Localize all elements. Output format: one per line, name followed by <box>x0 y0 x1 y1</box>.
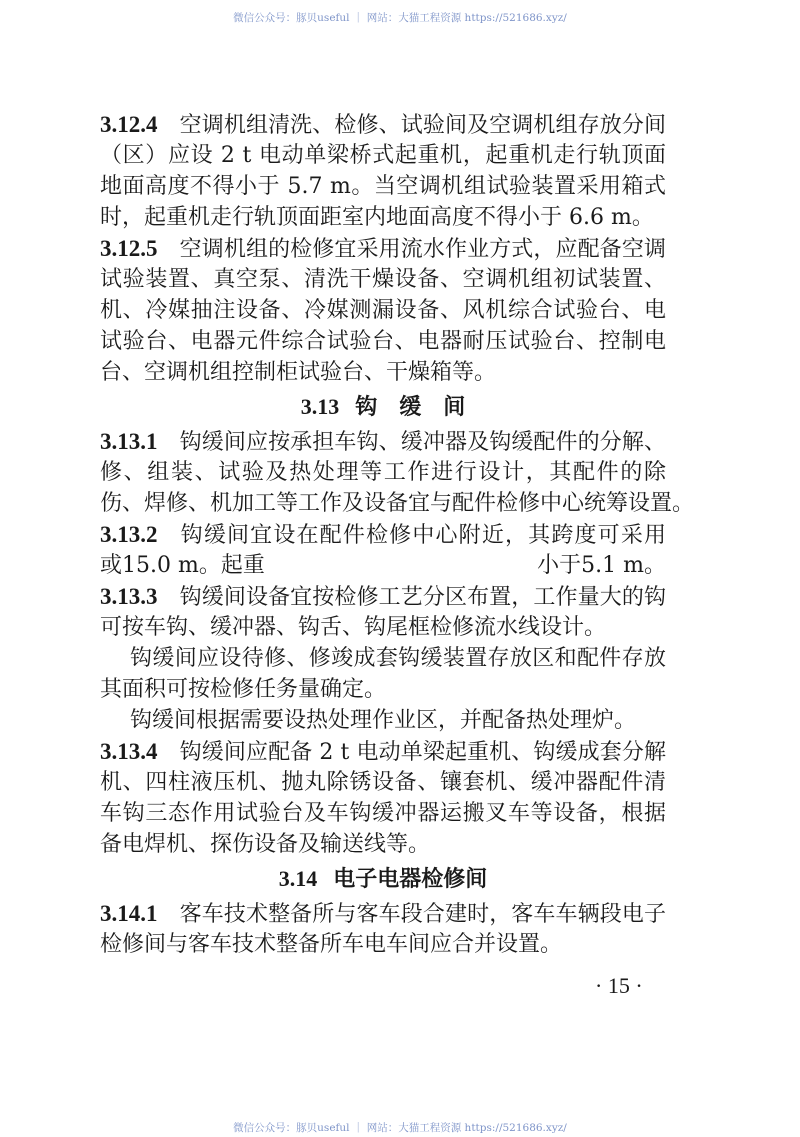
line-text: 钩缓间根据需要设热处理作业区，并配备热处理炉。 <box>130 708 637 733</box>
clause-line <box>100 612 666 643</box>
line-text: 其面积可按检修任务量确定。 <box>100 677 387 702</box>
clause-line <box>100 898 666 929</box>
clause-line <box>100 171 666 202</box>
line-text: 空调机组的检修宜采用流水作业方式，应配备空调 <box>179 237 666 262</box>
line-text: 伤、焊修、机加工等工作及设备宜与配件检修中心统筹设置。 <box>100 491 695 516</box>
section-number: 3.14 <box>278 866 318 891</box>
clause-line <box>100 829 666 860</box>
clause-number: 3.12.4 <box>100 112 158 137</box>
clause-number: 3.14.1 <box>100 901 158 926</box>
clause-line <box>100 426 666 457</box>
line-text: 客车技术整备所与客车段合建时，客车车辆段电子 <box>179 902 666 927</box>
clause-line <box>100 109 666 140</box>
paragraph-line <box>100 674 666 705</box>
line-text: 修、组装、试验及热处理等工作进行设计，其配件的除 <box>100 460 666 485</box>
clause-line <box>100 488 695 519</box>
line-text: 地面高度不得小于 5.7 m。当空调机组试验装置采用箱式 <box>100 174 666 199</box>
line-text: 钩缓间应配备 2 t 电动单梁起重机、钩缓成套分解 <box>179 740 666 765</box>
line-text: 时，起重机走行轨顶面距室内地面高度不得小于 6.6 m。 <box>100 205 654 230</box>
line-text: 钩缓间宜设在配件检修中心附近，其跨度可采用 <box>179 523 666 548</box>
section-heading <box>100 388 666 426</box>
section-title: 电子电器检修间 <box>333 866 488 892</box>
clause-line <box>100 202 666 233</box>
clause-line-damaged <box>100 550 666 581</box>
line-text: 检修间与客车技术整备所车电车间应合并设置。 <box>100 932 563 957</box>
document-body <box>100 109 695 960</box>
line-text: （区）应设 2 t 电动单梁桥式起重机，起重机走行轨顶面 <box>100 143 666 168</box>
line-text: 台、空调机组控制柜试验台、干燥箱等。 <box>100 360 497 385</box>
clause-line <box>100 929 666 960</box>
line-text-end: 小于5.1 m。 <box>537 553 666 578</box>
section-title: 钩 缓 间 <box>355 394 466 420</box>
section-number: 3.13 <box>300 394 340 419</box>
clause-line <box>100 581 666 612</box>
clause-line <box>100 326 666 357</box>
clause-number: 3.13.3 <box>100 584 158 609</box>
line-text: 车钩三态作用试验台及车钩缓冲器运搬叉车等设备，根据 <box>100 801 666 826</box>
page-number: · 15 · <box>595 973 643 998</box>
clause-number: 3.13.4 <box>100 739 158 764</box>
line-text: 备电焊机、探伤设备及输送线等。 <box>100 832 431 857</box>
watermark-top: 微信公众号：豚贝useful ｜ 网站：大猫工程资源 https://521686.xyz/ <box>233 12 567 24</box>
clause-number: 3.13.2 <box>100 522 158 547</box>
clause-line <box>100 736 666 767</box>
line-text: 钩缓间应设待修、修竣成套钩缓装置存放区和配件存放 <box>130 646 666 671</box>
clause-line <box>100 798 666 829</box>
clause-number: 3.12.5 <box>100 236 158 261</box>
section-heading <box>100 860 666 898</box>
clause-line <box>100 233 666 264</box>
clause-line <box>100 519 666 550</box>
line-text: 试验装置、真空泵、清洗干燥设备、空调机组初试装置、 <box>100 267 666 292</box>
line-text: 可按车钩、缓冲器、钩舌、钩尾框检修流水线设计。 <box>100 615 607 640</box>
clause-line <box>100 357 666 388</box>
clause-line <box>100 295 666 326</box>
watermark-bottom: 微信公众号：豚贝useful ｜ 网站：大猫工程资源 https://521686.xyz/ <box>233 1122 567 1134</box>
clause-line <box>100 264 666 295</box>
clause-number: 3.13.1 <box>100 429 158 454</box>
line-text: 机、四柱液压机、抛丸除锈设备、镶套机、缓冲器配件清 <box>100 770 666 795</box>
line-text: 试验台、电器元件综合试验台、电器耐压试验台、控制电 <box>100 329 666 354</box>
clause-line <box>100 140 666 171</box>
line-text: 空调机组清洗、检修、试验间及空调机组存放分间 <box>179 113 666 138</box>
line-text-start: 或15.0 m。起重 <box>100 553 265 578</box>
line-text: 钩缓间设备宜按检修工艺分区布置，工作量大的钩 <box>179 585 666 610</box>
clause-line <box>100 457 666 488</box>
paragraph-line <box>100 643 666 674</box>
clause-line <box>100 767 666 798</box>
line-text: 机、冷媒抽注设备、冷媒测漏设备、风机综合试验台、电 <box>100 298 666 323</box>
paragraph-line <box>100 705 666 736</box>
line-text: 钩缓间应按承担车钩、缓冲器及钩缓配件的分解、 <box>179 430 666 455</box>
